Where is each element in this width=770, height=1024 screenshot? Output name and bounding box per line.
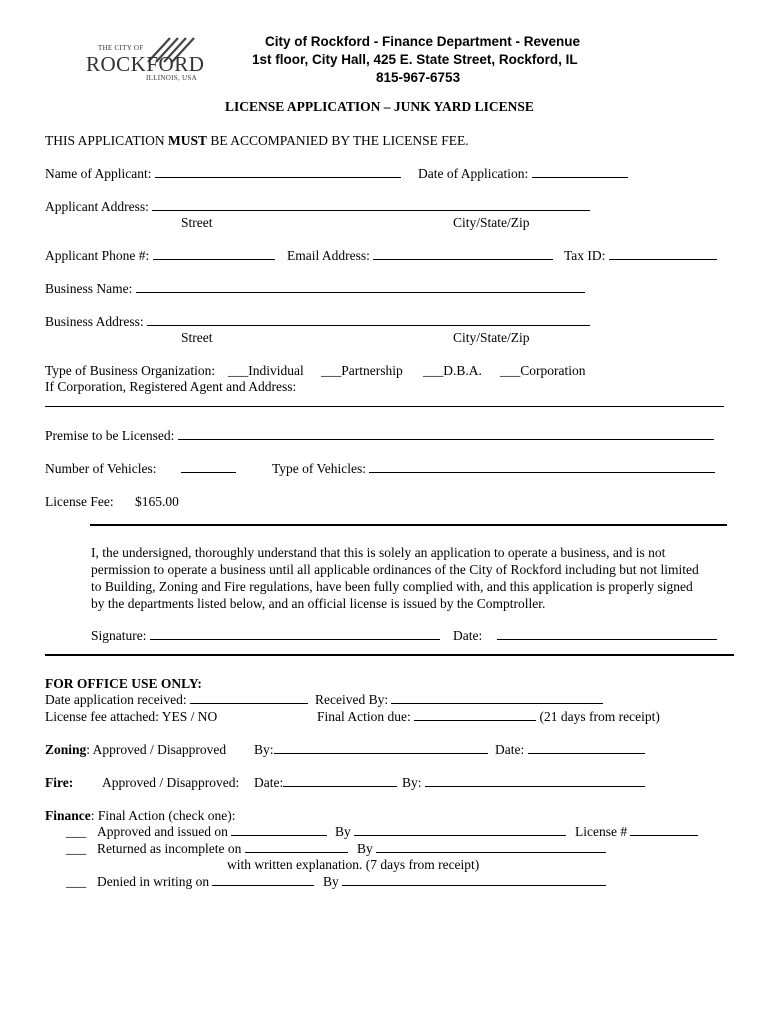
finance-text: : Final Action (check one): xyxy=(90,808,236,823)
zoning-status-text[interactable]: : Approved / Disapproved xyxy=(86,742,227,757)
date-received-field[interactable] xyxy=(190,692,308,704)
name-of-applicant-field[interactable] xyxy=(155,166,401,178)
finance-option-denied-check[interactable]: ___ xyxy=(66,874,87,889)
header-phone: 815-967-6753 xyxy=(376,70,461,85)
number-of-vehicles-field[interactable] xyxy=(181,461,236,473)
returned-label: Returned as incomplete on xyxy=(97,841,242,856)
business-name-field[interactable] xyxy=(136,281,585,293)
applicant-phone-row xyxy=(45,248,275,264)
license-number-row xyxy=(575,824,698,840)
fire-label: Fire: xyxy=(45,775,74,790)
business-name-row xyxy=(45,281,585,297)
final-action-due-row xyxy=(317,709,660,725)
zoning-by-label: By: xyxy=(254,742,274,757)
approved-date-field[interactable] xyxy=(231,824,327,836)
premise-row xyxy=(45,428,714,444)
type-of-vehicles-row xyxy=(272,461,715,477)
applicant-address-row xyxy=(45,199,590,215)
final-action-days-note: (21 days from receipt) xyxy=(539,709,660,724)
fire-date-row xyxy=(254,775,397,791)
returned-note: with written explanation. (7 days from receipt) xyxy=(227,857,480,872)
business-street-caption: Street xyxy=(181,330,213,345)
zoning-date-field[interactable] xyxy=(528,742,645,754)
tax-id-label: Tax ID: xyxy=(564,248,606,263)
approved-by-field[interactable] xyxy=(354,824,566,836)
option-corporation[interactable]: ___Corporation xyxy=(500,363,586,378)
denied-by-label: By xyxy=(323,874,339,889)
business-name-label: Business Name: xyxy=(45,281,133,296)
approved-by-label: By xyxy=(335,824,351,839)
fire-by-row xyxy=(402,775,645,791)
fire-by-field[interactable] xyxy=(425,775,645,787)
returned-by-row xyxy=(357,841,606,857)
date-of-application-field[interactable] xyxy=(532,166,628,178)
email-address-field[interactable] xyxy=(373,248,553,260)
zoning-row xyxy=(45,742,226,758)
premise-field[interactable] xyxy=(178,428,714,440)
applicant-phone-label: Applicant Phone #: xyxy=(45,248,150,263)
declaration-line-4: by the departments listed below, and an official license is issued by the Comptroller. xyxy=(91,596,546,611)
type-of-vehicles-label: Type of Vehicles: xyxy=(272,461,367,476)
form-title: LICENSE APPLICATION – JUNK YARD LICENSE xyxy=(225,99,534,114)
fee-notice-emph: MUST xyxy=(168,133,208,148)
business-city-state-zip-caption: City/State/Zip xyxy=(453,330,530,345)
zoning-by-field[interactable] xyxy=(274,742,488,754)
received-by-field[interactable] xyxy=(391,692,603,704)
city-logo xyxy=(84,34,205,84)
fire-date-label: Date: xyxy=(254,775,284,790)
premise-label: Premise to be Licensed: xyxy=(45,428,175,443)
zoning-date-label: Date: xyxy=(495,742,525,757)
finance-option-approved-check[interactable]: ___ xyxy=(66,824,87,839)
email-address-row xyxy=(287,248,553,264)
fire-status-text[interactable]: Approved / Disapproved: xyxy=(102,775,240,790)
denied-by-field[interactable] xyxy=(342,874,606,886)
fee-attached-label[interactable]: License fee attached: YES / NO xyxy=(45,709,218,724)
license-fee-label: License Fee: xyxy=(45,494,114,509)
tax-id-field[interactable] xyxy=(609,248,717,260)
declaration-bottom-rule xyxy=(45,654,734,656)
declaration-line-3: to Building, Zoning and Fire regulations, have been fully complied with, and this application is properly signed xyxy=(91,579,693,594)
name-of-applicant-row xyxy=(45,166,401,182)
logo-bottom-text: ILLINOIS, USA xyxy=(146,74,197,82)
business-address-row xyxy=(45,314,590,330)
zoning-date-row xyxy=(495,742,645,758)
returned-by-field[interactable] xyxy=(376,841,606,853)
finance-label: Finance xyxy=(45,808,91,823)
registered-agent-label: If Corporation, Registered Agent and Address: xyxy=(45,379,297,394)
applicant-address-field[interactable] xyxy=(152,199,590,211)
fire-date-field[interactable] xyxy=(283,775,397,787)
office-use-heading: FOR OFFICE USE ONLY: xyxy=(45,676,202,691)
received-by-row xyxy=(315,692,603,708)
option-individual[interactable]: ___Individual xyxy=(228,363,304,378)
finance-row xyxy=(45,808,235,824)
date-of-application-label: Date of Application: xyxy=(418,166,529,181)
license-number-label: License # xyxy=(575,824,628,839)
returned-by-label: By xyxy=(357,841,373,856)
option-dba[interactable]: ___D.B.A. xyxy=(423,363,482,378)
denied-by-row xyxy=(323,874,606,890)
logo-main-text: ROCKFORD xyxy=(86,52,205,76)
date-received-row xyxy=(45,692,308,708)
signature-date-label: Date: xyxy=(453,628,483,643)
fee-notice xyxy=(45,133,469,149)
option-partnership[interactable]: ___Partnership xyxy=(321,363,403,378)
fire-by-label: By: xyxy=(402,775,422,790)
header-line-1: City of Rockford - Finance Department - Revenue xyxy=(265,34,581,49)
fee-notice-post: BE ACCOMPANIED BY THE LICENSE FEE. xyxy=(207,133,469,148)
received-by-label: Received By: xyxy=(315,692,389,707)
type-of-vehicles-field[interactable] xyxy=(369,461,715,473)
logo-top-text: THE CITY OF xyxy=(98,44,144,52)
declaration-top-rule xyxy=(90,524,727,526)
signature-row xyxy=(91,628,440,644)
zoning-by-row xyxy=(254,742,488,758)
finance-option-approved xyxy=(97,824,327,840)
final-action-due-field[interactable] xyxy=(414,709,536,721)
tax-id-row xyxy=(564,248,717,264)
fee-notice-pre: THIS APPLICATION xyxy=(45,133,169,148)
license-fee-value: $165.00 xyxy=(135,494,179,509)
finance-option-denied xyxy=(97,874,314,890)
declaration-line-2: permission to operate a business until all applicable ordinances of the City of Rockford including but not limited xyxy=(91,562,699,577)
date-received-label: Date application received: xyxy=(45,692,187,707)
denied-date-field[interactable] xyxy=(212,874,314,886)
approved-by-row xyxy=(335,824,566,840)
signature-label: Signature: xyxy=(91,628,147,643)
approved-label: Approved and issued on xyxy=(97,824,228,839)
finance-option-returned-check[interactable]: ___ xyxy=(66,841,87,856)
returned-date-field[interactable] xyxy=(245,841,348,853)
zoning-label: Zoning xyxy=(45,742,87,757)
applicant-address-label: Applicant Address: xyxy=(45,199,149,214)
date-of-application-row xyxy=(418,166,628,182)
name-of-applicant-label: Name of Applicant: xyxy=(45,166,152,181)
registered-agent-field[interactable] xyxy=(45,406,724,407)
declaration-line-1: I, the undersigned, thoroughly understand that this is solely an application to operate a business, and is not xyxy=(91,545,666,560)
signature-date-row xyxy=(453,628,717,644)
finance-option-returned xyxy=(97,841,348,857)
denied-label: Denied in writing on xyxy=(97,874,210,889)
street-caption: Street xyxy=(181,215,213,230)
header-line-2: 1st floor, City Hall, 425 E. State Street, Rockford, IL xyxy=(252,52,578,67)
business-address-field[interactable] xyxy=(147,314,590,326)
applicant-phone-field[interactable] xyxy=(153,248,275,260)
final-action-due-label: Final Action due: xyxy=(317,709,411,724)
license-number-field[interactable] xyxy=(630,824,698,836)
city-state-zip-caption: City/State/Zip xyxy=(453,215,530,230)
business-address-label: Business Address: xyxy=(45,314,144,329)
signature-date-field[interactable] xyxy=(497,628,717,640)
signature-field[interactable] xyxy=(150,628,440,640)
number-of-vehicles-label: Number of Vehicles: xyxy=(45,461,157,476)
email-address-label: Email Address: xyxy=(287,248,370,263)
business-type-label: Type of Business Organization: xyxy=(45,363,216,378)
